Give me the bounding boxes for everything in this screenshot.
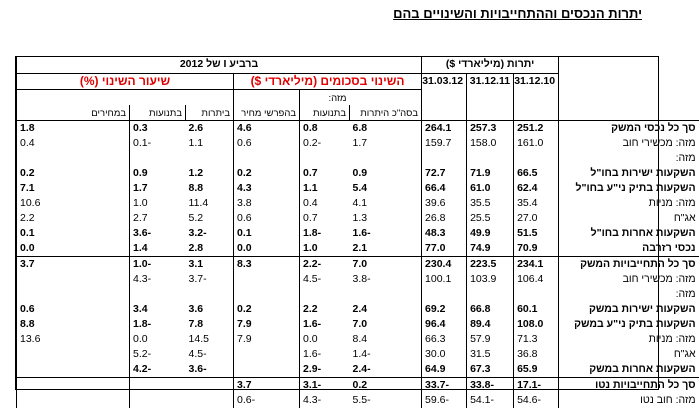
- table-cell: 4.1: [352, 196, 368, 209]
- table-cell: -2.9: [300, 362, 350, 378]
- table-cell: 0.6: [234, 136, 300, 151]
- table-cell: 0.4: [17, 136, 130, 151]
- table-cell: [422, 287, 467, 302]
- table-cell: 2.2: [17, 211, 130, 226]
- table-row: [17, 302, 699, 317]
- table-cell: -0.6: [234, 393, 300, 408]
- table-cell: -4.5: [300, 272, 350, 287]
- row-label: אג"ח: [559, 347, 699, 362]
- table-cell: 71.9: [467, 166, 514, 181]
- table-cell: 39.6: [422, 196, 467, 211]
- table-cell: 35.5: [467, 196, 514, 211]
- table-cell: 223.5: [467, 256, 514, 272]
- table-cell: 1.8: [17, 120, 130, 136]
- table-cell: [17, 362, 130, 378]
- table-cell: 7.0: [350, 256, 422, 272]
- table-row: [17, 136, 699, 151]
- table-cell: 1.1: [300, 181, 350, 196]
- table-cell: 3.6: [188, 302, 204, 315]
- table-cell: 0.1: [234, 226, 300, 241]
- table-cell: 0.0: [300, 332, 350, 347]
- table-cell: 7.0: [352, 317, 368, 330]
- table-cell: -1.8: [300, 226, 350, 241]
- table-cell: 251.2: [514, 120, 559, 136]
- table-cell: 36.8: [514, 347, 559, 362]
- table-row: [17, 332, 699, 347]
- row-label: סך כל נכסי המשק: [559, 120, 699, 136]
- table-row: [17, 393, 699, 408]
- table-cell: 48.3: [422, 226, 467, 241]
- row-label: מזה:: [559, 151, 699, 166]
- table-cell: -1.6: [300, 317, 350, 332]
- table-cell: 0.2: [234, 302, 300, 317]
- table-cell: [186, 393, 234, 408]
- table-row: [17, 151, 699, 166]
- table-cell: 11.4: [188, 196, 209, 209]
- table-cell: 0.8: [300, 120, 350, 136]
- table-row: [17, 287, 699, 302]
- table-cell: 14.5: [188, 332, 209, 345]
- table-cell: 2.7: [130, 211, 186, 226]
- table-cell: [234, 151, 300, 166]
- row-label: סך כל התחייבויות המשק: [559, 256, 699, 272]
- table-cell: 6.8: [350, 120, 422, 136]
- table-cell: 0.9: [352, 166, 368, 179]
- table-cell: -1.8: [130, 317, 186, 332]
- table-cell: [422, 151, 467, 166]
- table-cell: 65.9: [514, 362, 559, 378]
- table-row: [17, 241, 699, 257]
- table-cell: -33.8: [467, 377, 514, 393]
- table-cell: -1.0: [130, 256, 186, 272]
- table-row: [17, 226, 699, 241]
- table-cell: 35.4: [514, 196, 559, 211]
- table-cell: 1.7: [130, 181, 186, 196]
- table-cell: 1.1: [188, 136, 204, 149]
- table-cell: 106.4: [514, 272, 559, 287]
- table-cell: [300, 151, 350, 166]
- table-cell: -2.2: [300, 256, 350, 272]
- table-cell: -1.6: [352, 226, 371, 239]
- table-cell: -4.3: [300, 393, 350, 408]
- table-cell: [186, 377, 234, 393]
- table-cell: 5.4: [352, 181, 368, 194]
- table-cell: -33.7: [422, 377, 467, 393]
- table-cell: -3.6: [188, 362, 207, 375]
- row-label: מזה: מניות: [559, 332, 699, 347]
- table-cell: -3.6: [130, 226, 186, 241]
- table-row: [17, 317, 699, 332]
- table-cell: 2.1: [352, 241, 368, 254]
- table-cell: 234.1: [514, 256, 559, 272]
- table-cell: 0.7: [300, 166, 350, 181]
- table-cell: 0.6: [17, 302, 130, 317]
- table-cell: -5.2: [130, 347, 186, 362]
- table-cell: 3.4: [130, 302, 186, 317]
- table-cell: -4.5: [188, 347, 207, 360]
- table-cell: [17, 272, 130, 287]
- table-cell: 25.5: [467, 211, 514, 226]
- row-label: מזה: מכשירי חוב: [559, 272, 699, 287]
- page-title: יתרות הנכסים וההתחייבויות והשינויים בהם: [393, 6, 642, 21]
- row-label: השקעות ישירות במשק: [559, 302, 699, 317]
- row-label: השקעות בתיק ני"ע במשק: [559, 317, 699, 332]
- table-cell: 8.8: [17, 317, 130, 332]
- table-cell: [17, 287, 130, 302]
- table-cell: [234, 347, 300, 362]
- table-cell: -54.6: [514, 393, 559, 408]
- table-cell: 30.0: [422, 347, 467, 362]
- table-row: [17, 347, 699, 362]
- table-cell: 2.6: [186, 120, 234, 136]
- table-cell: 0.6: [234, 211, 300, 226]
- sub-header-transactions: בתנועות: [300, 105, 350, 121]
- table-cell: -5.5: [352, 393, 371, 406]
- change-amounts-header: השינוי בסכומים (מיליארדי $): [234, 73, 422, 89]
- table-cell: 62.4: [514, 181, 559, 196]
- table-row: [17, 211, 699, 226]
- table-cell: [186, 151, 234, 166]
- row-label: מזה:: [559, 287, 699, 302]
- date-col-2: 31.12.11: [467, 73, 514, 89]
- table-cell: -0.2: [300, 136, 350, 151]
- table-cell: [350, 151, 422, 166]
- row-label: מזה: מניות: [559, 196, 699, 211]
- table-cell: 57.9: [467, 332, 514, 347]
- table-cell: 26.8: [422, 211, 467, 226]
- table-cell: -4.2: [130, 362, 186, 378]
- table-row: [17, 272, 699, 287]
- sub-balance-pre: מזה:: [300, 89, 350, 105]
- table-cell: 1.4: [130, 241, 186, 257]
- table-row: [17, 181, 699, 196]
- table-cell: 0.2: [350, 377, 422, 393]
- row-label: השקעות ישירות בחו"ל: [559, 166, 699, 181]
- table-cell: 7.8: [188, 317, 204, 330]
- table-cell: 7.1: [17, 181, 130, 196]
- table-cell: 3.7: [234, 377, 300, 393]
- table-cell: 0.0: [234, 241, 300, 257]
- table-cell: -3.1: [300, 377, 350, 393]
- table-cell: [514, 287, 559, 302]
- table-cell: 161.0: [514, 136, 559, 151]
- table-cell: 66.3: [422, 332, 467, 347]
- table-body: [17, 120, 699, 408]
- table-cell: -4.3: [130, 272, 186, 287]
- table-cell: [130, 377, 186, 393]
- table-cell: [17, 151, 130, 166]
- row-label: מזה: חוב נטו: [559, 393, 699, 408]
- table-cell: -17.1: [514, 377, 559, 393]
- table-cell: 5.2: [188, 211, 204, 224]
- table-cell: 13.6: [17, 332, 130, 347]
- table-cell: 72.7: [422, 166, 467, 181]
- table-cell: 0.0: [17, 241, 130, 257]
- table-cell: 27.0: [514, 211, 559, 226]
- row-label: מזה: מכשירי חוב: [559, 136, 699, 151]
- table-cell: 0.0: [130, 332, 186, 347]
- table-cell: 96.4: [422, 317, 467, 332]
- table-cell: 2.2: [300, 302, 350, 317]
- table-cell: -2.4: [352, 362, 371, 375]
- table-cell: [17, 393, 130, 408]
- table-cell: [467, 151, 514, 166]
- row-label: נכסי רזרבה: [559, 241, 699, 257]
- table-cell: 67.3: [467, 362, 514, 378]
- table-cell: [186, 287, 234, 302]
- row-label: אג"ח: [559, 211, 699, 226]
- sub-header-rate-transactions: בתנועות: [130, 105, 186, 121]
- table-cell: [17, 377, 130, 393]
- sub-header-balance: בסה"כ היתרות: [350, 105, 422, 121]
- table-cell: 49.9: [467, 226, 514, 241]
- table-cell: 0.7: [300, 211, 350, 226]
- table-cell: 74.9: [467, 241, 514, 257]
- balances-table-frame: [15, 56, 696, 406]
- table-cell: 1.0: [130, 196, 186, 211]
- table-cell: 0.2: [234, 166, 300, 181]
- table-cell: 2.4: [352, 302, 368, 315]
- table-cell: 66.4: [422, 181, 467, 196]
- sub-header-rate-balance: ביתרות: [186, 105, 234, 121]
- table-cell: 69.2: [422, 302, 467, 317]
- date-col-3: 31.03.12: [422, 73, 467, 89]
- table-cell: 4.6: [234, 120, 300, 136]
- table-cell: 1.7: [352, 136, 368, 149]
- balances-group-header: יתרות (מיליארדי $): [422, 57, 559, 73]
- table-cell: 3.7: [17, 256, 130, 272]
- table-cell: 31.5: [467, 347, 514, 362]
- table-cell: 230.4: [422, 256, 467, 272]
- table-cell: -3.7: [188, 272, 207, 285]
- table-cell: 60.1: [514, 302, 559, 317]
- table-cell: 89.4: [467, 317, 514, 332]
- sub-header-rate-prices: במחירים: [17, 105, 130, 121]
- table-cell: 8.8: [188, 181, 204, 194]
- table-cell: 61.0: [467, 181, 514, 196]
- table-cell: 7.9: [234, 332, 300, 347]
- table-cell: 159.7: [422, 136, 467, 151]
- table-cell: 0.4: [300, 196, 350, 211]
- table-cell: 0.3: [130, 120, 186, 136]
- table-cell: 158.0: [467, 136, 514, 151]
- table-row: [17, 196, 699, 211]
- table-cell: 2.8: [188, 241, 204, 254]
- date-col-1: 31.12.10: [514, 73, 559, 89]
- table-cell: [514, 151, 559, 166]
- table-cell: 264.1: [422, 120, 467, 136]
- table-cell: [17, 347, 130, 362]
- row-label: השקעות בתיק ני"ע בחו"ל: [559, 181, 699, 196]
- table-cell: -59.6: [422, 393, 467, 408]
- table-cell: [234, 287, 300, 302]
- table-cell: 70.9: [514, 241, 559, 257]
- table-cell: 0.2: [17, 166, 130, 181]
- table-cell: -1.4: [352, 347, 371, 360]
- table-cell: 10.6: [17, 196, 130, 211]
- table-cell: 1.2: [188, 166, 204, 179]
- table-cell: 71.3: [514, 332, 559, 347]
- table-cell: 64.9: [422, 362, 467, 378]
- table-cell: [350, 287, 422, 302]
- table-cell: 100.1: [422, 272, 467, 287]
- table-cell: 257.3: [467, 120, 514, 136]
- table-cell: 0.1: [17, 226, 130, 241]
- table-cell: -3.2: [188, 226, 207, 239]
- table-row: [17, 120, 699, 136]
- table-cell: 0.9: [130, 166, 186, 181]
- row-label: השקעות אחרות במשק: [559, 362, 699, 378]
- change-rates-header: שיעור השינוי (%): [17, 73, 234, 89]
- table-cell: [300, 287, 350, 302]
- table-cell: -1.6: [300, 347, 350, 362]
- table-cell: [234, 272, 300, 287]
- table-cell: [130, 393, 186, 408]
- table-cell: 66.8: [467, 302, 514, 317]
- table-cell: 4.3: [234, 181, 300, 196]
- table-cell: [234, 362, 300, 378]
- table-cell: 3.8: [234, 196, 300, 211]
- table-row: [17, 377, 699, 393]
- table-cell: 7.9: [234, 317, 300, 332]
- table-cell: 103.9: [467, 272, 514, 287]
- table-cell: 8.4: [352, 332, 368, 345]
- table-row: [17, 256, 699, 272]
- change-group-header: ברביע I של 2012: [17, 57, 422, 73]
- balances-table: [16, 57, 699, 408]
- table-cell: [467, 287, 514, 302]
- table-cell: 77.0: [422, 241, 467, 257]
- table-cell: -54.1: [467, 393, 514, 408]
- table-cell: -0.1: [130, 136, 186, 151]
- table-cell: [130, 287, 186, 302]
- table-cell: 51.5: [514, 226, 559, 241]
- table-cell: 66.5: [514, 166, 559, 181]
- sub-header-price: בהפרשי מחיר: [234, 105, 300, 121]
- table-cell: 1.3: [352, 211, 368, 224]
- header-blank: [559, 57, 699, 73]
- table-row: [17, 166, 699, 181]
- table-cell: 108.0: [514, 317, 559, 332]
- table-cell: 1.0: [300, 241, 350, 257]
- table-cell: 3.1: [186, 256, 234, 272]
- row-label: השקעות אחרות בחו"ל: [559, 226, 699, 241]
- table-cell: [130, 151, 186, 166]
- table-cell: 8.3: [234, 256, 300, 272]
- table-cell: -3.8: [352, 272, 371, 285]
- table-row: [17, 362, 699, 378]
- row-label: סך כל התחייבויות נטו: [559, 377, 699, 393]
